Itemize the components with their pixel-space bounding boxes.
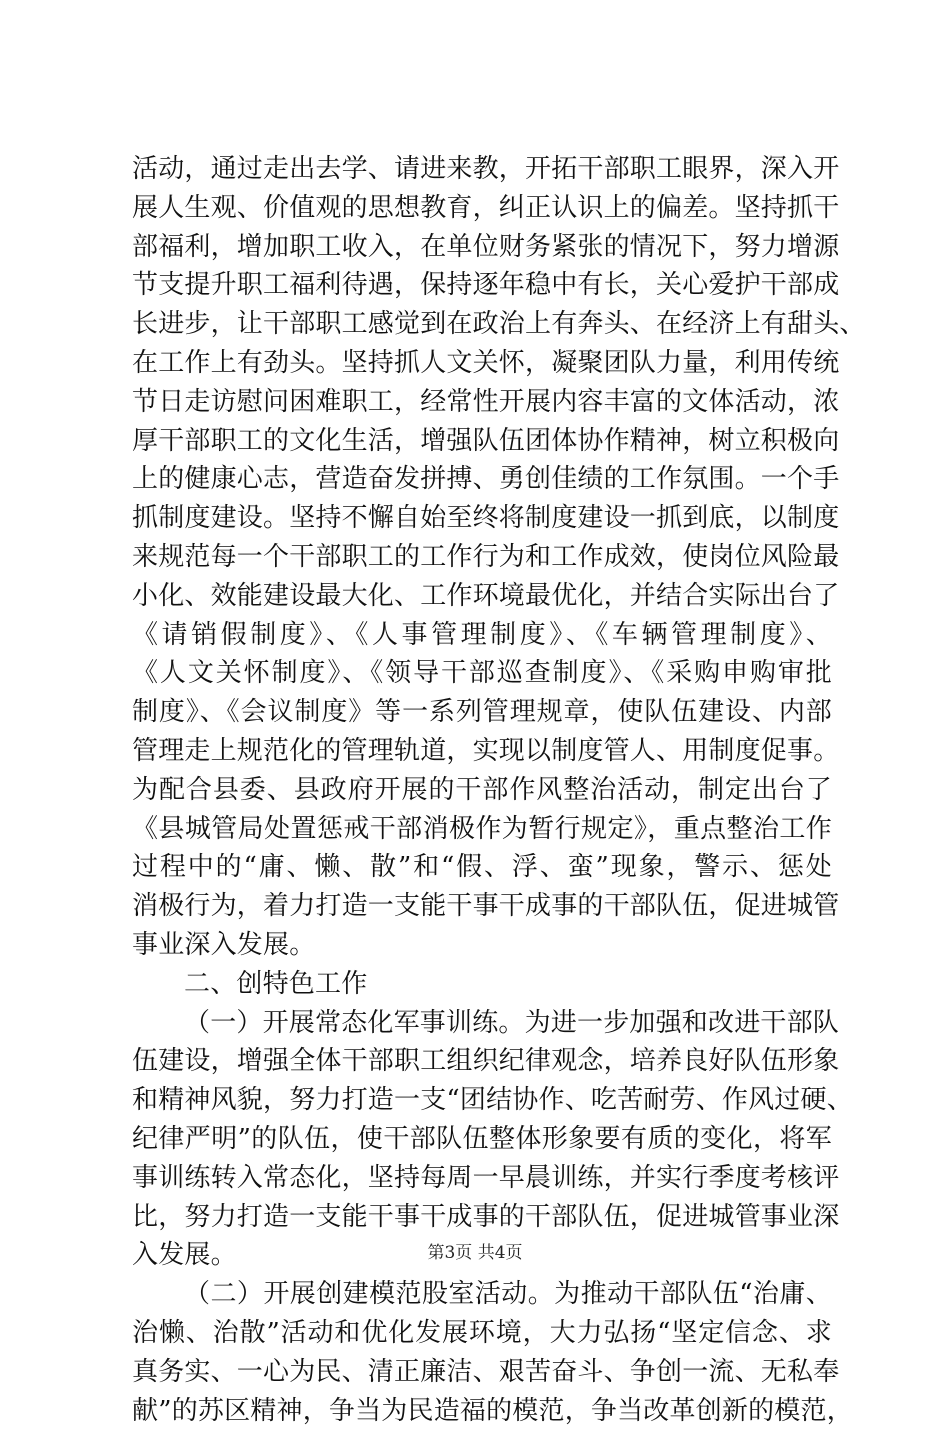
text-line: 节日走访慰问困难职工，经常性开展内容丰富的文体活动，浓	[132, 383, 832, 422]
text-line: 管理走上规范化的管理轨道，实现以制度管人、用制度促事。	[132, 732, 832, 771]
text-line: 《请销假制度》、《人事管理制度》、《车辆管理制度》、	[132, 616, 832, 655]
text-line: 制度》、《会议制度》等一系列管理规章，使队伍建设、内部	[132, 693, 832, 732]
text-line: 比，努力打造一支能干事干成事的干部队伍，促进城管事业深	[132, 1198, 832, 1237]
text-line: 长进步，让干部职工感觉到在政治上有奔头、在经济上有甜头、	[132, 305, 832, 344]
page-footer: 第3页 共4页	[0, 1243, 950, 1263]
text-line: 事业深入发展。	[132, 926, 832, 965]
text-line: 二、创特色工作	[132, 965, 832, 1004]
text-line: 上的健康心志，营造奋发拼搏、勇创佳绩的工作氛围。一个手	[132, 460, 832, 499]
text-line: 入发展。	[132, 1236, 832, 1275]
text-line: 展人生观、价值观的思想教育，纠正认识上的偏差。坚持抓干	[132, 189, 832, 228]
text-line: 纪律严明”的队伍，使干部队伍整体形象要有质的变化，将军	[132, 1120, 832, 1159]
text-line: 部福利，增加职工收入，在单位财务紧张的情况下，努力增源	[132, 228, 832, 267]
text-line: 抓制度建设。坚持不懈自始至终将制度建设一抓到底，以制度	[132, 499, 832, 538]
text-line: 和精神风貌，努力打造一支“团结协作、吃苦耐劳、作风过硬、	[132, 1081, 832, 1120]
text-line: 厚干部职工的文化生活，增强队伍团体协作精神，树立积极向	[132, 422, 832, 461]
text-line: 来规范每一个干部职工的工作行为和工作成效，使岗位风险最	[132, 538, 832, 577]
text-line: 为配合县委、县政府开展的干部作风整治活动，制定出台了	[132, 771, 832, 810]
text-line: 真务实、一心为民、清正廉洁、艰苦奋斗、争创一流、无私奉	[132, 1353, 832, 1392]
text-line: 在工作上有劲头。坚持抓人文关怀，凝聚团队力量，利用传统	[132, 344, 832, 383]
text-line: 消极行为，着力打造一支能干事干成事的干部队伍，促进城管	[132, 887, 832, 926]
text-line: 献”的苏区精神，争当为民造福的模范，争当改革创新的模范，	[132, 1392, 832, 1430]
text-line: （二）开展创建模范股室活动。为推动干部队伍“治庸、	[132, 1275, 832, 1314]
text-line: 节支提升职工福利待遇，保持逐年稳中有长，关心爱护干部成	[132, 266, 832, 305]
text-line: （一）开展常态化军事训练。为进一步加强和改进干部队	[132, 1004, 832, 1043]
text-line: 《县城管局处置惩戒干部消极作为暂行规定》，重点整治工作	[132, 810, 832, 849]
text-line: 过程中的“庸、懒、散”和“假、浮、蛮”现象，警示、惩处	[132, 848, 832, 887]
text-line: 活动，通过走出去学、请进来教，开拓干部职工眼界，深入开	[132, 150, 832, 189]
text-line: 治懒、治散”活动和优化发展环境，大力弘扬“坚定信念、求	[132, 1314, 832, 1353]
text-line: 小化、效能建设最大化、工作环境最优化，并结合实际出台了	[132, 577, 832, 616]
document-body	[132, 150, 832, 1430]
text-line: 事训练转入常态化，坚持每周一早晨训练，并实行季度考核评	[132, 1159, 832, 1198]
text-line: 伍建设，增强全体干部职工组织纪律观念，培养良好队伍形象	[132, 1042, 832, 1081]
text-line: 《人文关怀制度》、《领导干部巡查制度》、《采购申购审批	[132, 654, 832, 693]
